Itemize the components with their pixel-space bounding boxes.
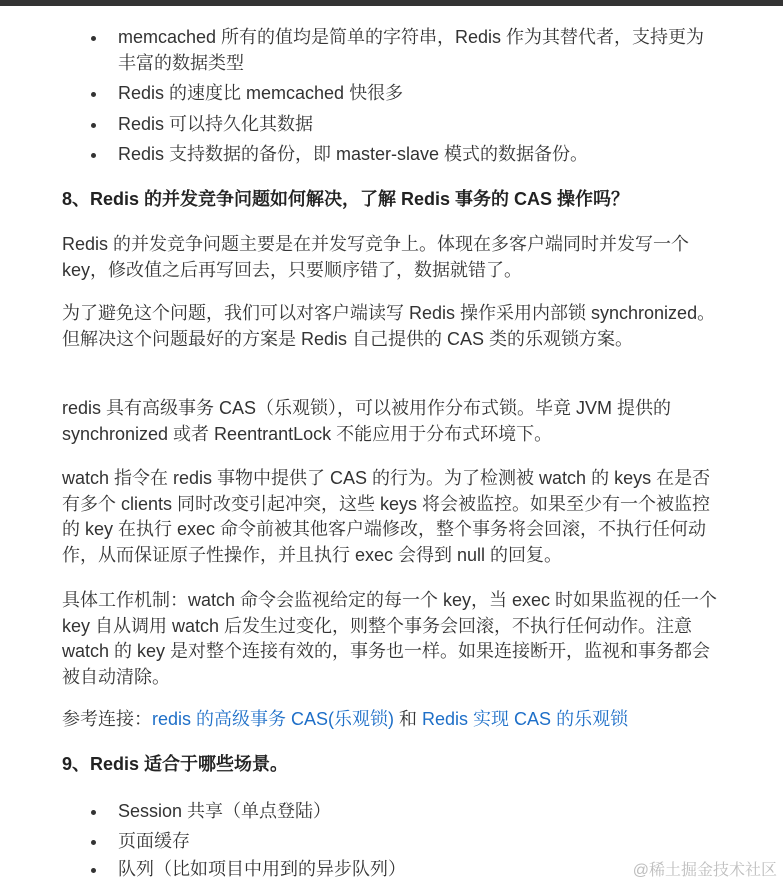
reference-and: 和 bbox=[394, 709, 423, 729]
feature-list bbox=[62, 25, 722, 168]
reference-label: 参考连接： bbox=[62, 709, 152, 729]
reference-links bbox=[62, 707, 722, 733]
list-item: 页面缓存 bbox=[62, 829, 708, 855]
list-item: Session 共享（单点登陆） bbox=[62, 799, 708, 825]
section-heading-9: 9、Redis 适合于哪些场景。 bbox=[62, 754, 289, 774]
paragraph: 为了避免这个问题，我们可以对客户端读写 Redis 操作采用内部锁 synchronized。但解决这个问题最好的方案是 Redis 自己提供的 CAS 类的乐观锁方案。 bbox=[62, 303, 716, 349]
link-redis-optimistic-lock[interactable]: Redis 实现 CAS 的乐观锁 bbox=[422, 709, 629, 729]
list-item: Redis 可以持久化其数据 bbox=[62, 112, 708, 138]
list-item: 队列（比如项目中用到的异步队列） bbox=[62, 857, 708, 883]
link-redis-cas[interactable]: redis 的高级事务 CAS(乐观锁) bbox=[152, 709, 395, 729]
paragraph: 具体工作机制：watch 命令会监视给定的每一个 key，当 exec 时如果监视的任一个 key 自从调用 watch 后发生过变化，则整个事务会回滚，不执行任何动作。注意 watch 的 key 是对整个连接有效的，事务也一样。如果连接断开，监视和事务都会被自动清除。 bbox=[62, 590, 718, 687]
list-item: Redis 支持数据的备份，即 master-slave 模式的数据备份。 bbox=[62, 142, 708, 168]
watermark: @稀土掘金技术社区 bbox=[632, 862, 777, 879]
section-heading-8: 8、Redis 的并发竞争问题如何解决，了解 Redis 事务的 CAS 操作吗？ bbox=[62, 189, 630, 209]
paragraph: watch 指令在 redis 事物中提供了 CAS 的行为。为了检测被 watch 的 keys 在是否有多个 clients 同时改变引起冲突，这些 keys 将会被监控。如果至少有一个被监控的 key 在执行 exec 命令前被其他客户端修改，整个事务将会回滚，不执行任何动作，从而保证原子性操作，并且执行 exec 会得到 null 的回复。 bbox=[62, 468, 711, 565]
list-item: Redis 的速度比 memcached 快很多 bbox=[62, 81, 708, 107]
list-item: memcached 所有的值均是简单的字符串，Redis 作为其替代者，支持更为丰富的数据类型 bbox=[62, 25, 708, 76]
paragraph: Redis 的并发竞争问题主要是在并发写竞争上。体现在多客户端同时并发写一个 key，修改值之后再写回去，只要顺序错了，数据就错了。 bbox=[62, 234, 690, 280]
paragraph: redis 具有高级事务 CAS（乐观锁），可以被用作分布式锁。毕竟 JVM 提供的 synchronized 或者 ReentrantLock 不能应用于分布式环境下。 bbox=[62, 398, 672, 444]
scenario-list bbox=[62, 799, 722, 883]
top-bar bbox=[0, 0, 783, 6]
